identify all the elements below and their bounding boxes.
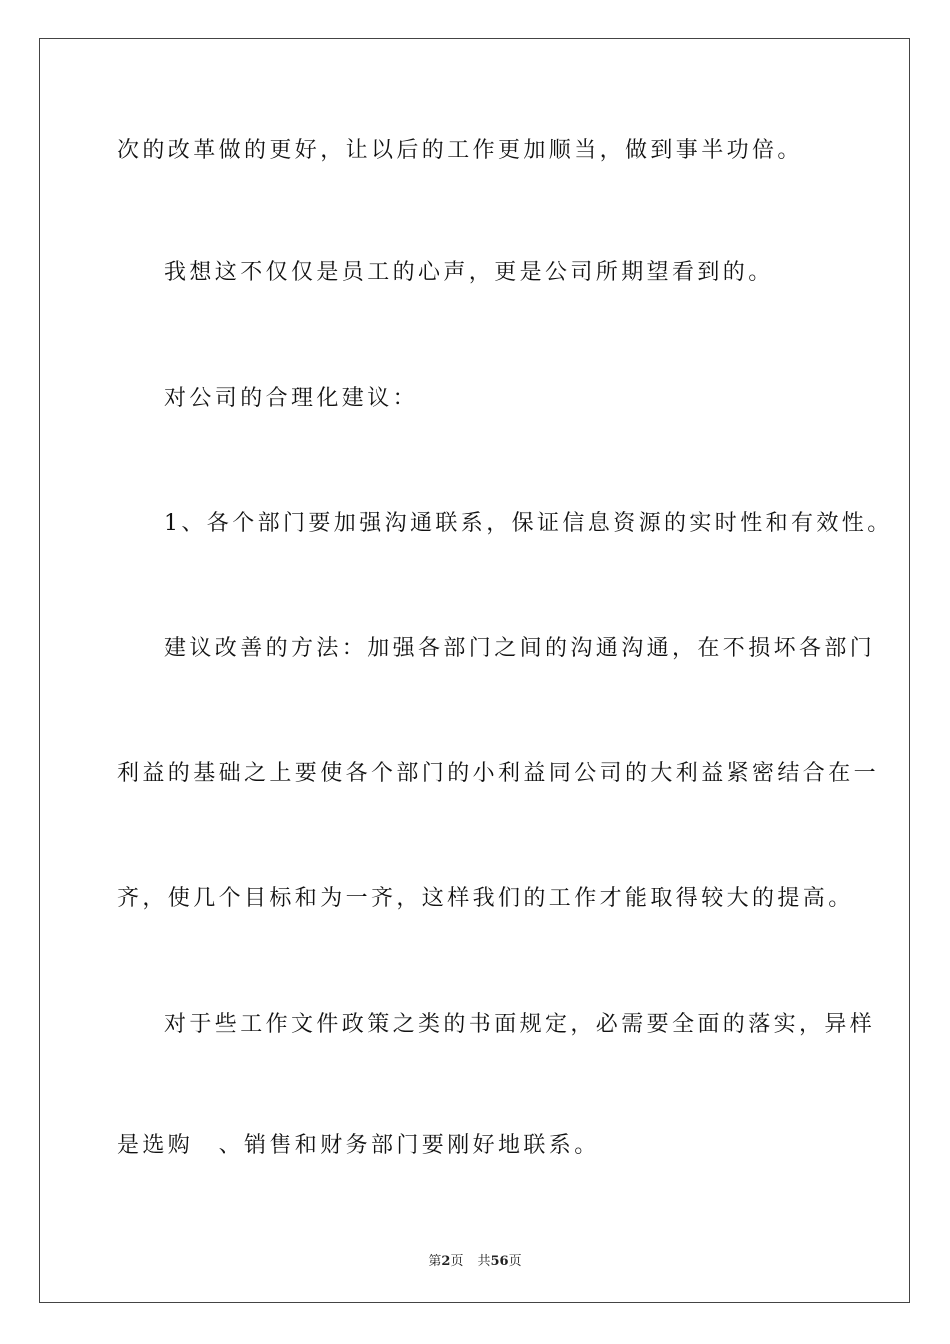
footer-total-prefix: 共	[477, 1254, 491, 1269]
page-border	[39, 38, 910, 1303]
text-line-3: 对公司的合理化建议：	[164, 386, 419, 411]
footer-page-prefix: 第	[428, 1254, 442, 1269]
footer-page-number: 2	[441, 1254, 451, 1269]
footer-page-suffix: 页	[450, 1254, 464, 1269]
text-line-1: 次的改革做的更好，让以后的工作更加顺当，做到事半功倍。	[117, 138, 803, 163]
text-line-5: 建议改善的方法：加强各部门之间的沟通沟通，在不损坏各部门	[164, 636, 876, 661]
footer-total-suffix: 页	[508, 1254, 522, 1269]
text-line-6: 利益的基础之上要使各个部门的小利益同公司的大利益紧密结合在一	[117, 761, 880, 786]
text-line-2: 我想这不仅仅是员工的心声，更是公司所期望看到的。	[164, 260, 774, 285]
text-line-8: 对于些工作文件政策之类的书面规定，必需要全面的落实，异样	[164, 1012, 876, 1037]
text-line-9: 是选购 、销售和财务部门要刚好地联系。	[117, 1133, 600, 1158]
text-line-7: 齐，使几个目标和为一齐，这样我们的工作才能取得较大的提高。	[117, 886, 854, 911]
page-footer	[0, 1250, 950, 1269]
footer-total-pages: 56	[490, 1254, 509, 1269]
text-line-4: 1、各个部门要加强沟通联系，保证信息资源的实时性和有效性。	[164, 511, 893, 536]
